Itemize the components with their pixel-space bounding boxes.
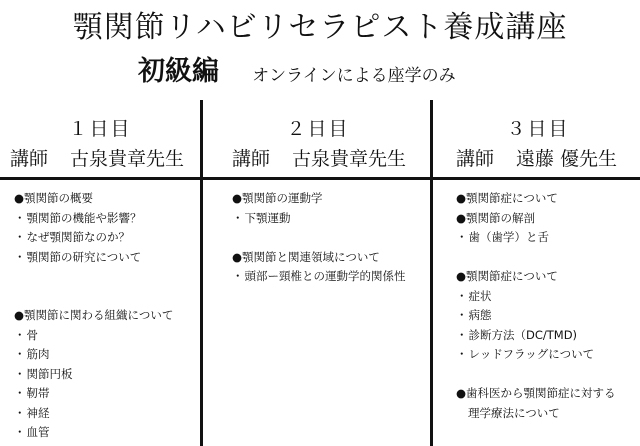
topic-item: ・ 頭部ー頸椎との運動学的関係性 [232, 267, 406, 287]
day-1-lecturer [10, 148, 184, 170]
topic-item: ・ 血管 [14, 423, 173, 443]
topic-item: ・ 下顎運動 [232, 209, 406, 229]
topic-item: ・ 症状 [456, 287, 616, 307]
topic-item: ・ 筋肉 [14, 345, 173, 365]
topic-item: ・ 顎関節の研究について [14, 248, 173, 268]
day-3-topics [456, 189, 616, 423]
topic-item: ・ 診断方法（DC/TMD) [456, 326, 616, 346]
topic-item: ・ 顎関節の機能や影響？ [14, 209, 173, 229]
day-2-topics [232, 189, 406, 287]
header-divider [0, 177, 640, 180]
day-1-label: １日目 [68, 118, 132, 140]
topic-heading: ● 顎関節と関連領域について [232, 248, 406, 268]
course-level: 初級編 [138, 56, 219, 87]
column-divider-2 [430, 100, 433, 446]
day-3-lecturer [456, 148, 617, 170]
list-spacer [232, 228, 406, 248]
topic-heading: ● 顎関節症について [456, 267, 616, 287]
topic-item: ・ 靭帯 [14, 384, 173, 404]
topic-item: ・ なぜ顎関節なのか？ [14, 228, 173, 248]
column-divider-1 [200, 100, 203, 446]
topic-heading: ● 顎関節に関わる組織について [14, 306, 173, 326]
topic-heading: ● 顎関節の解剖 [456, 209, 616, 229]
lecturer-name: 遠藤 優先生 [516, 148, 618, 170]
topic-item: ・ 病態 [456, 306, 616, 326]
lecturer-role: 講師 [232, 148, 271, 170]
topic-heading: ● 歯科医から顎関節症に対する [456, 384, 616, 404]
page-title: 顎関節リハビリセラピスト養成講座 [72, 10, 568, 45]
topic-heading: ● 顎関節の運動学 [232, 189, 406, 209]
list-spacer [456, 365, 616, 385]
day-2-lecturer [232, 148, 406, 170]
lecturer-name: 古泉貴章先生 [70, 148, 185, 170]
day-2-label: ２日目 [286, 118, 350, 140]
topic-item: ・ 骨 [14, 326, 173, 346]
subtitle-row [138, 54, 456, 94]
list-spacer [456, 248, 616, 268]
topic-heading: ● 顎関節症について [456, 189, 616, 209]
lecturer-role: 講師 [10, 148, 49, 170]
topic-item: ・ レッドフラッグについて [456, 345, 616, 365]
list-spacer [14, 287, 173, 307]
day-1-topics [14, 189, 173, 443]
topic-item: ・ 神経 [14, 404, 173, 424]
topic-item: ・ 歯（歯学）と舌 [456, 228, 616, 248]
topic-item: 理学療法について [468, 405, 560, 420]
list-spacer [14, 267, 173, 287]
delivery-note: オンラインによる座学のみ [252, 66, 456, 86]
lecturer-role: 講師 [456, 148, 495, 170]
topic-item: ・ 関節円板 [14, 365, 173, 385]
day-3-label: ３日目 [506, 118, 570, 140]
topic-heading: ● 顎関節の概要 [14, 189, 173, 209]
lecturer-name: 古泉貴章先生 [292, 148, 407, 170]
